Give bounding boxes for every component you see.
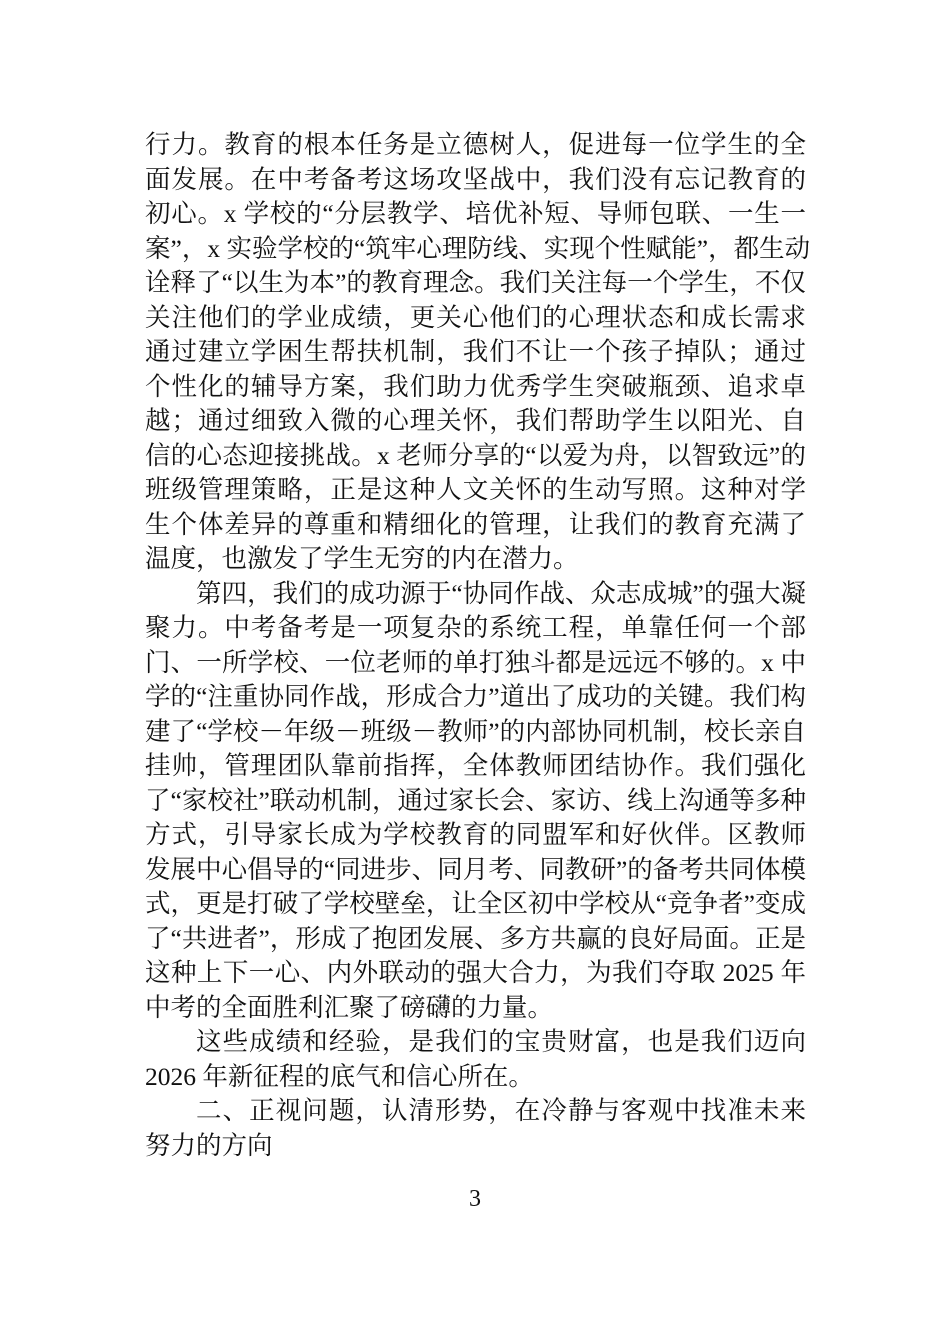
paragraph-start-line: 这些成绩和经验，是我们的宝贵财富，也是我们迈向 — [196, 1027, 806, 1056]
text-line: 了“共进者”，形成了抱团发展、多方共赢的良好局面。正是 — [145, 923, 806, 953]
text-line: 通过建立学困生帮扶机制，我们不让一个孩子掉队；通过 — [145, 337, 806, 366]
text-line: 发展中心倡导的“同进步、同月考、同教研”的备考共同体模 — [145, 854, 806, 884]
text-line: 了“家校社”联动机制，通过家长会、家访、线上沟通等多种 — [145, 785, 806, 815]
text-line: 学的“注重协同作战，形成合力”道出了成功的关键。我们构 — [145, 682, 806, 711]
section-heading-line: 努力的方向 — [145, 1130, 273, 1160]
text-line: 越；通过细致入微的心理关怀，我们帮助学生以阳光、自 — [145, 406, 806, 435]
text-line: 2026 年新征程的底气和信心所在。 — [145, 1061, 534, 1091]
text-line: 建了“学校－年级－班级－教师”的内部协同机制，校长亲自 — [145, 716, 806, 746]
text-line: 温度，也激发了学生无穷的内在潜力。 — [145, 544, 579, 573]
text-line: 中考的全面胜利汇聚了磅礴的力量。 — [145, 992, 554, 1022]
text-line: 式，更是打破了学校壁垒，让全区初中学校从“竞争者”变成 — [145, 889, 806, 918]
text-line: 信的心态迎接挑战。x 老师分享的“以爱为舟，以智致远”的 — [145, 440, 806, 470]
text-line: 聚力。中考备考是一项复杂的系统工程，单靠任何一个部 — [145, 613, 806, 642]
paragraph-start-line: 第四，我们的成功源于“协同作战、众志成城”的强大凝 — [196, 578, 806, 608]
text-line: 方式，引导家长成为学校教育的同盟军和好伙伴。区教师 — [145, 820, 806, 849]
text-line: 班级管理策略，正是这种人文关怀的生动写照。这种对学 — [145, 475, 806, 504]
text-line: 案”，x 实验学校的“筑牢心理防线、实现个性赋能”，都生动 — [145, 233, 811, 263]
text-line: 这种上下一心、内外联动的强大合力，为我们夺取 2025 年 — [145, 958, 806, 987]
text-line: 诠释了“以生为本”的教育理念。我们关注每一个学生，不仅 — [145, 268, 806, 297]
text-line: 生个体差异的尊重和精细化的管理，让我们的教育充满了 — [145, 509, 806, 539]
text-line: 挂帅，管理团队靠前指挥，全体教师团结协作。我们强化 — [145, 751, 806, 780]
text-line: 初心。x 学校的“分层教学、培优补短、导师包联、一生一 — [145, 199, 806, 228]
text-line: 行力。教育的根本任务是立德树人，促进每一位学生的全 — [145, 130, 806, 159]
document-body — [145, 128, 811, 1163]
text-line: 面发展。在中考备考这场攻坚战中，我们没有忘记教育的 — [145, 164, 806, 194]
text-line: 门、一所学校、一位老师的单打独斗都是远远不够的。x 中 — [145, 647, 806, 677]
section-heading-line: 二、正视问题，认清形势，在冷静与客观中找准未来 — [196, 1096, 806, 1125]
page-number: 3 — [469, 1186, 481, 1212]
text-line: 个性化的辅导方案，我们助力优秀学生突破瓶颈、追求卓 — [145, 371, 806, 401]
text-line: 关注他们的学业成绩，更关心他们的心理状态和成长需求 — [145, 302, 806, 332]
